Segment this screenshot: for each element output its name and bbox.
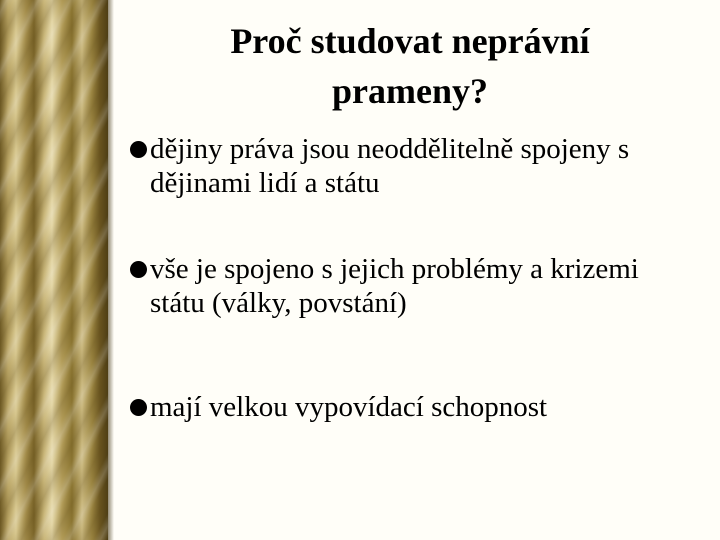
slide-title-line-1: Proč studovat neprávní xyxy=(230,21,590,61)
decorative-gold-column xyxy=(0,0,108,540)
filled-circle-bullet-icon xyxy=(130,141,147,158)
filled-circle-bullet-icon xyxy=(130,399,147,416)
bullet-text-3: mají velkou vypovídací schopnost xyxy=(150,391,548,423)
bullet-text-2: vše je spojeno s jejich problémy a krizemi státu (války, povstání) xyxy=(150,253,639,319)
slide-title xyxy=(150,16,670,116)
bullet-item-1 xyxy=(130,132,700,200)
bullet-text-1: dějiny práva jsou neoddělitelně spojeny s dějinami lidí a státu xyxy=(150,133,630,199)
bullet-item-3 xyxy=(130,390,700,424)
bullet-item-2 xyxy=(130,252,700,320)
filled-circle-bullet-icon xyxy=(130,261,147,278)
column-shadow xyxy=(108,0,114,540)
slide-title-line-2: prameny? xyxy=(332,71,488,111)
